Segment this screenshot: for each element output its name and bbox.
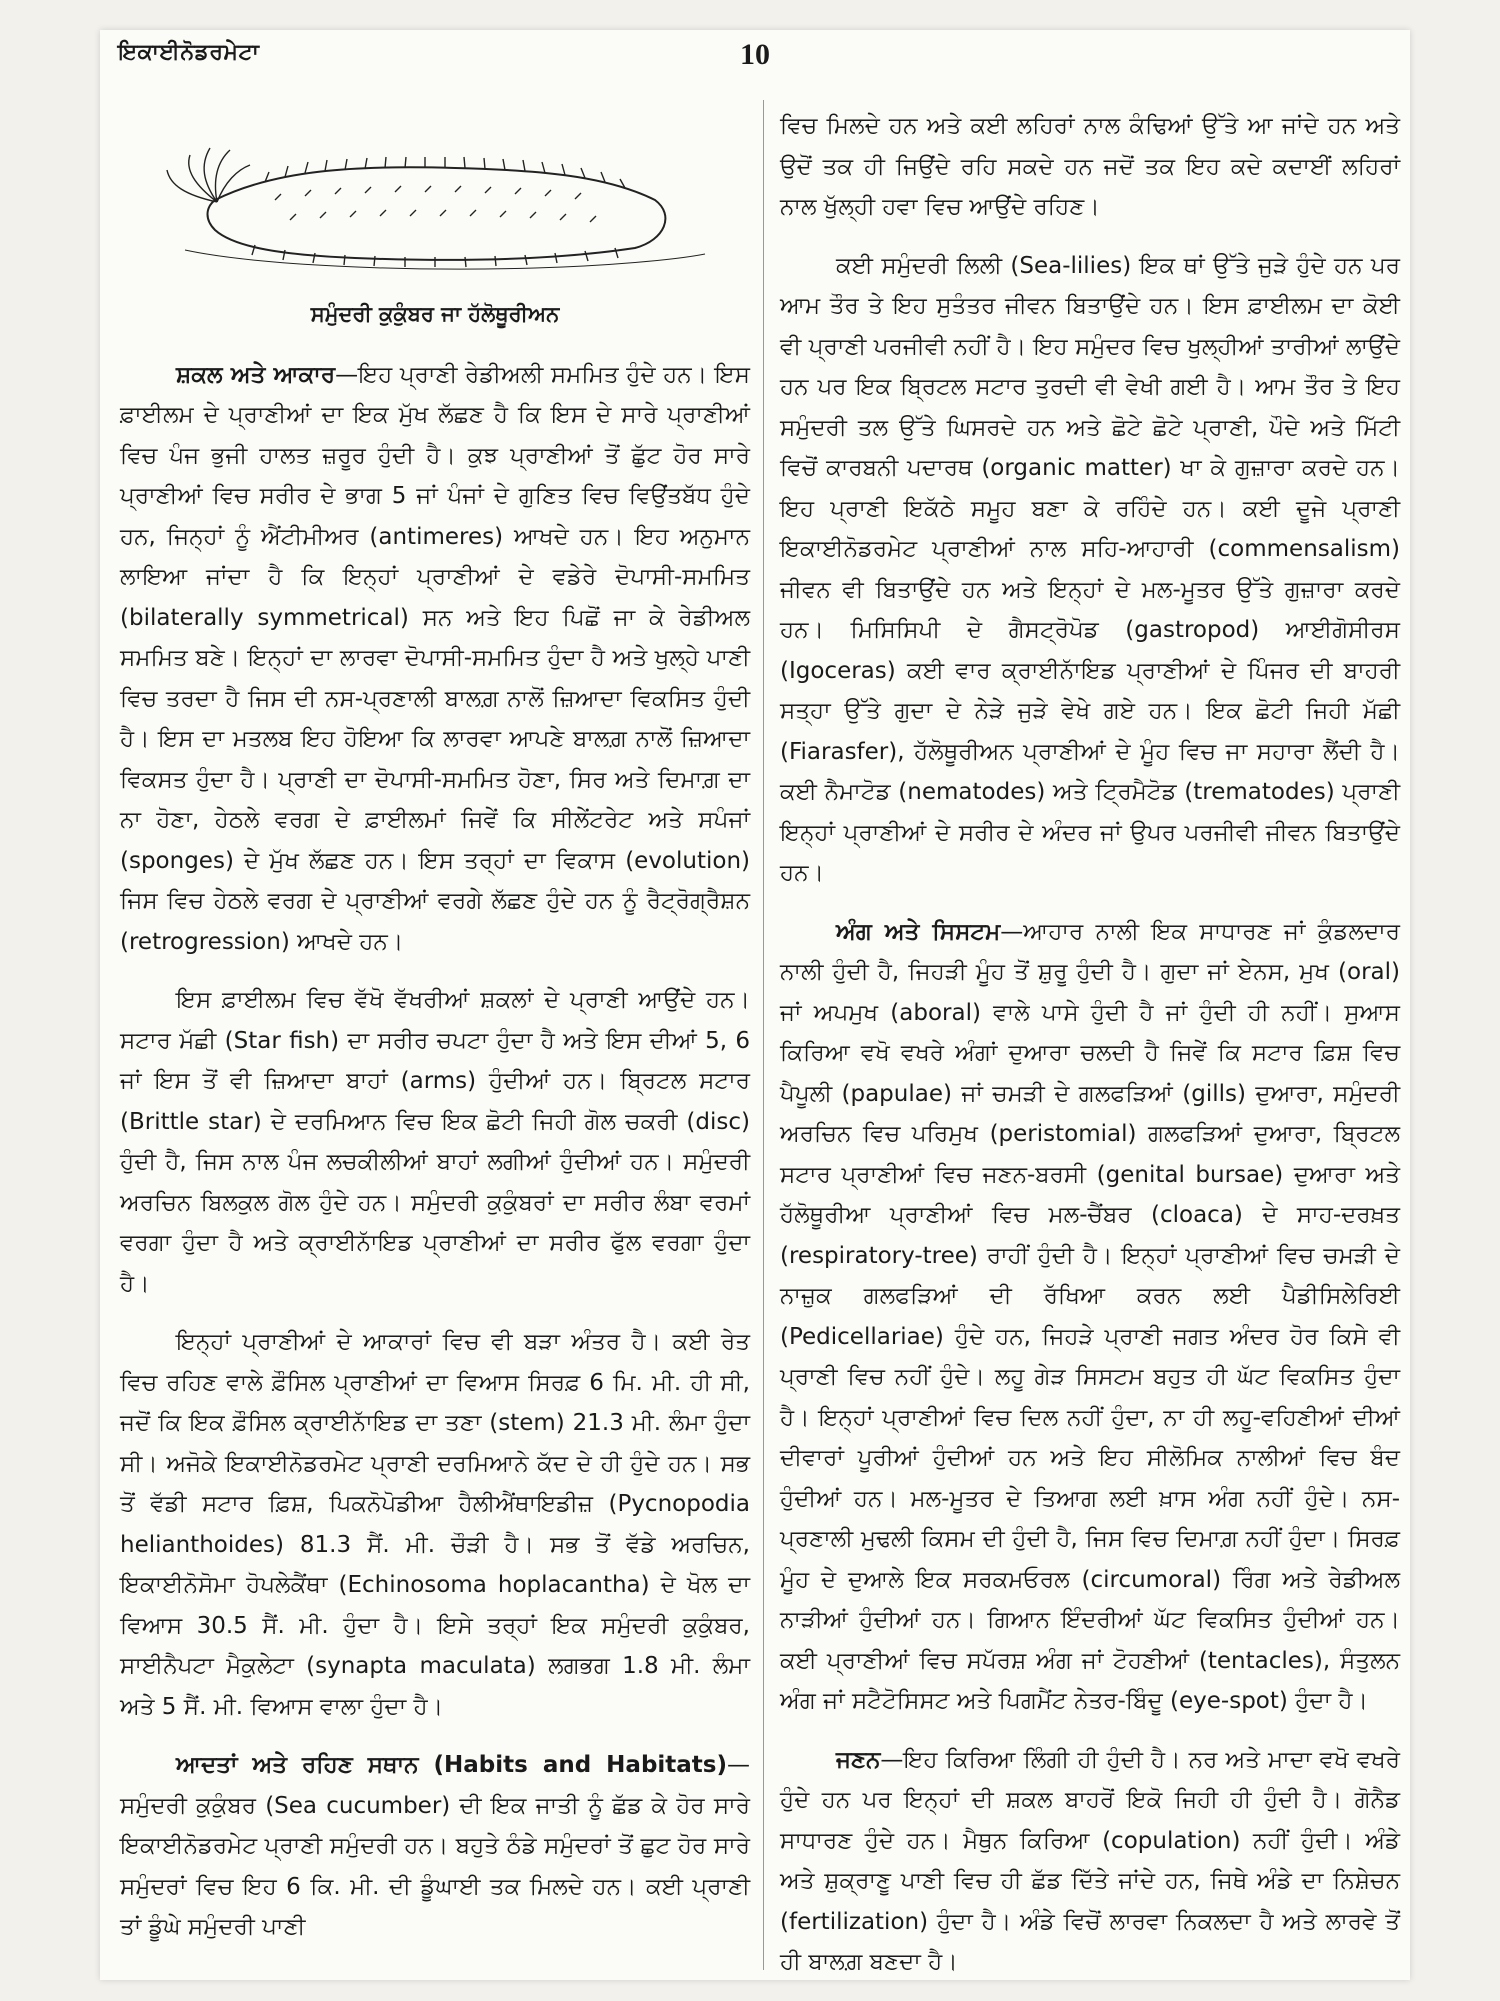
- section-heading-reproduction: ਜਣਨ: [836, 1746, 881, 1773]
- paragraph-text: —ਆਹਾਰ ਨਾਲੀ ਇਕ ਸਾਧਾਰਣ ਜਾਂ ਕੁੰਡਲਦਾਰ ਨਾਲੀ ਹੁੰਦੀ ਹੈ, ਜਿਹੜੀ ਮੂੰਹ ਤੋਂ ਸ਼ੁਰੂ ਹੁੰਦੀ ਹੈ। ਗੁਦਾ ਜਾਂ ਏਨਸ, ਮੁਖ (oral) ਜਾਂ ਅਪਮੁਖ (aboral) ਵਾਲੇ ਪਾਸੇ ਹੁੰਦੀ ਹੈ ਜਾਂ ਹੁੰਦੀ ਹੀ ਨਹੀਂ। ਸੁਆਸ ਕਿਰਿਆ ਵਖੋ ਵਖਰੇ ਅੰਗਾਂ ਦੁਆਰਾ ਚਲਦੀ ਹੈ ਜਿਵੇਂ ਕਿ ਸਟਾਰ ਫ਼ਿਸ਼ ਵਿਚ ਪੈਪੂਲੀ (papulae) ਜਾਂ ਚਮੜੀ ਦੇ ਗਲਫੜਿਆਂ (gills) ਦੁਆਰਾ, ਸਮੁੰਦਰੀ ਅਰਚਿਨ ਵਿਚ ਪਰਿਮੁਖ (peristomial) ਗਲਫੜਿਆਂ ਦੁਆਰਾ, ਬ੍ਰਿਟਲ ਸਟਾਰ ਪ੍ਰਾਣੀਆਂ ਵਿਚ ਜਣਨ-ਬਰਸੀ (genital bursae) ਦੁਆਰਾ ਅਤੇ ਹੱਲੋਥੂਰੀਆ ਪ੍ਰਾਣੀਆਂ ਵਿਚ ਮਲ-ਚੈਂਬਰ (cloaca) ਦੇ ਸਾਹ-ਦਰਖ਼ਤ (respiratory-tree) ਰਾਹੀਂ ਹੁੰਦੀ ਹੈ। ਇਨ੍ਹਾਂ ਪ੍ਰਾਣੀਆਂ ਵਿਚ ਚਮੜੀ ਦੇ ਨਾਜ਼ੁਕ ਗਲਫੜਿਆਂ ਦੀ ਰੱਖਿਆ ਕਰਨ ਲਈ ਪੈਡੀਸਿਲੇਰਿਈ (Pedicellariae) ਹੁੰਦੇ ਹਨ, ਜਿਹੜੇ ਪ੍ਰਾਣੀ ਜਗਤ ਅੰਦਰ ਹੋਰ ਕਿਸੇ ਵੀ ਪ੍ਰਾਣੀ ਵਿਚ ਨਹੀਂ ਹੁੰਦੇ। ਲਹੂ ਗੇੜ ਸਿਸਟਮ ਬਹੁਤ ਹੀ ਘੱਟ ਵਿਕਸਿਤ ਹੁੰਦਾ ਹੈ। ਇਨ੍ਹਾਂ ਪ੍ਰਾਣੀਆਂ ਵਿਚ ਦਿਲ ਨਹੀਂ ਹੁੰਦਾ, ਨਾ ਹੀ ਲਹੂ-ਵਹਿਣੀਆਂ ਦੀਆਂ ਦੀਵਾਰਾਂ ਪੂਰੀਆਂ ਹੁੰਦੀਆਂ ਹਨ ਅਤੇ ਇਹ ਸੀਲੋਮਿਕ ਨਾਲੀਆਂ ਵਿਚ ਬੰਦ ਹੁੰਦੀਆਂ ਹਨ। ਮਲ-ਮੂਤਰ ਦੇ ਤਿਆਗ ਲਈ ਖ਼ਾਸ ਅੰਗ ਨਹੀਂ ਹੁੰਦੇ। ਨਸ-ਪ੍ਰਣਾਲੀ ਮੁਢਲੀ ਕਿਸਮ ਦੀ ਹੁੰਦੀ ਹੈ, ਜਿਸ ਵਿਚ ਦਿਮਾਗ਼ ਨਹੀਂ ਹੁੰਦਾ। ਸਿਰਫ਼ ਮੂੰਹ ਦੇ ਦੁਆਲੇ ਇਕ ਸਰਕਮਓਰਲ (circumoral) ਰਿੰਗ ਅਤੇ ਰੇਡੀਅਲ ਨਾੜੀਆਂ ਹੁੰਦੀਆਂ ਹਨ। ਗਿਆਨ ਇੰਦਰੀਆਂ ਘੱਟ ਵਿਕਸਿਤ ਹੁੰਦੀਆਂ ਹਨ। ਕਈ ਪ੍ਰਾਣੀਆਂ ਵਿਚ ਸਪੱਰਸ਼ ਅੰਗ ਜਾਂ ਟੋਹਣੀਆਂ (tentacles), ਸੰਤੁਲਨ ਅੰਗ ਜਾਂ ਸਟੈਟੋਸਿਸਟ ਅਤੇ ਪਿਗਮੈਂਟ ਨੇਤਰ-ਬਿੰਦੂ (eye-spot) ਹੁੰਦਾ ਹੈ।: [780, 918, 1401, 1714]
- paragraph-habitats-continued: ਵਿਚ ਮਿਲਦੇ ਹਨ ਅਤੇ ਕਈ ਲਹਿਰਾਂ ਨਾਲ ਕੰਢਿਆਂ ਉੱਤੇ ਆ ਜਾਂਦੇ ਹਨ ਅਤੇ ਉਦੋਂ ਤਕ ਹੀ ਜਿਉਂਦੇ ਰਹਿ ਸਕਦੇ ਹਨ ਜਦੋਂ ਤਕ ਇਹ ਕਦੇ ਕਦਾਈਂ ਲਹਿਰਾਂ ਨਾਲ ਖੁੱਲ੍ਹੀ ਹਵਾ ਵਿਚ ਆਉਂਦੇ ਰਹਿਣ।: [780, 113, 1400, 220]
- right-column: [780, 106, 1400, 2001]
- left-column: [120, 110, 750, 1966]
- section-heading-shape-and-size: ਸ਼ਕਲ ਅਤੇ ਆਕਾਰ: [176, 361, 336, 388]
- paragraph-text: —ਸਮੁੰਦਰੀ ਕੁਕੁੰਬਰ (Sea cucumber) ਦੀ ਇਕ ਜਾਤੀ ਨੂੰ ਛੱਡ ਕੇ ਹੋਰ ਸਾਰੇ ਇਕਾਈਨੋਡਰਮੇਟ ਪ੍ਰਾਣੀ ਸਮੁੰਦਰੀ ਹਨ। ਬਹੁਤੇ ਠੰਡੇ ਸਮੁੰਦਰਾਂ ਤੋਂ ਛੁਟ ਹੋਰ ਸਾਰੇ ਸਮੁੰਦਰਾਂ ਵਿਚ ਇਹ 6 ਕਿ. ਮੀ. ਦੀ ਡੂੰਘਾਈ ਤਕ ਮਿਲਦੇ ਹਨ। ਕਈ ਪ੍ਰਾਣੀ ਤਾਂ ਡੂੰਘੇ ਸਮੁੰਦਰੀ ਪਾਣੀ: [120, 1752, 750, 1940]
- sea-cucumber-illustration: [155, 130, 715, 280]
- figure-caption: ਸਮੁੰਦਰੀ ਕੁਕੁੰਬਰ ਜਾ ਹੱਲੋਥੂਰੀਅਨ: [310, 302, 560, 326]
- column-divider: [763, 100, 764, 1970]
- paragraph-body-sizes: ਇਨ੍ਹਾਂ ਪ੍ਰਾਣੀਆਂ ਦੇ ਆਕਾਰਾਂ ਵਿਚ ਵੀ ਬੜਾ ਅੰਤਰ ਹੈ। ਕਈ ਰੇਤ ਵਿਚ ਰਹਿਣ ਵਾਲੇ ਫ਼ੌਸਿਲ ਪ੍ਰਾਣੀਆਂ ਦਾ ਵਿਆਸ ਸਿਰਫ਼ 6 ਮਿ. ਮੀ. ਹੀ ਸੀ, ਜਦੋਂ ਕਿ ਇਕ ਫ਼ੌਸਿਲ ਕ੍ਰਾਈਨਾੱਇਡ ਦਾ ਤਣਾ (stem) 21.3 ਮੀ. ਲੰਮਾ ਹੁੰਦਾ ਸੀ। ਅਜੋਕੇ ਇਕਾਈਨੋਡਰਮੇਟ ਪ੍ਰਾਣੀ ਦਰਮਿਆਨੇ ਕੱਦ ਦੇ ਹੀ ਹੁੰਦੇ ਹਨ। ਸਭ ਤੋਂ ਵੱਡੀ ਸਟਾਰ ਫ਼ਿਸ਼, ਪਿਕਨੋਪੋਡੀਆ ਹੈਲੀਐਂਥਾਇਡੀਜ਼ (Pycnopodia helianthoides) 81.3 ਸੈਂ. ਮੀ. ਚੌੜੀ ਹੈ। ਸਭ ਤੋਂ ਵੱਡੇ ਅਰਚਿਨ, ਇਕਾਈਨੋਸੋਮਾ ਹੋਪਲੇਕੈਂਥਾ (Echinosoma hoplacantha) ਦੇ ਖੋਲ ਦਾ ਵਿਆਸ 30.5 ਸੈਂ. ਮੀ. ਹੁੰਦਾ ਹੈ। ਇਸੇ ਤਰ੍ਹਾਂ ਇਕ ਸਮੁੰਦਰੀ ਕੁਕੁੰਬਰ, ਸਾਈਨੈਪਟਾ ਮੈਕੁਲੇਟਾ (synapta maculata) ਲਗਭਗ 1.8 ਮੀ. ਲੰਮਾ ਅਤੇ 5 ਸੈਂ. ਮੀ. ਵਿਆਸ ਵਾਲਾ ਹੁੰਦਾ ਹੈ।: [120, 1329, 750, 1720]
- section-heading-habits-and-habitats: ਆਦਤਾਂ ਅਤੇ ਰਹਿਣ ਸਥਾਨ (Habits and Habitats): [176, 1752, 727, 1778]
- page-number: 10: [740, 38, 770, 71]
- paragraph-text: —ਇਹ ਕਿਰਿਆ ਲਿੰਗੀ ਹੀ ਹੁੰਦੀ ਹੈ। ਨਰ ਅਤੇ ਮਾਦਾ ਵਖੋ ਵਖਰੇ ਹੁੰਦੇ ਹਨ ਪਰ ਇਨ੍ਹਾਂ ਦੀ ਸ਼ਕਲ ਬਾਹਰੋਂ ਇਕੋ ਜਿਹੀ ਹੀ ਹੁੰਦੀ ਹੈ। ਗੋਨੈਡ ਸਾਧਾਰਣ ਹੁੰਦੇ ਹਨ। ਮੈਥੁਨ ਕਿਰਿਆ (copulation) ਨਹੀਂ ਹੁੰਦੀ। ਅੰਡੇ ਅਤੇ ਸ਼ੁਕ੍ਰਾਣੂ ਪਾਣੀ ਵਿਚ ਹੀ ਛੱਡ ਦਿੱਤੇ ਜਾਂਦੇ ਹਨ, ਜਿਥੇ ਅੰਡੇ ਦਾ ਨਿਸ਼ੇਚਨ (fertilization) ਹੁੰਦਾ ਹੈ। ਅੰਡੇ ਵਿਚੋਂ ਲਾਰਵਾ ਨਿਕਲਦਾ ਹੈ ਅਤੇ ਲਾਰਵੇ ਤੋਂ ਹੀ ਬਾਲਗ਼ ਬਣਦਾ ਹੈ।: [780, 1746, 1400, 1975]
- book-page: [100, 30, 1410, 1980]
- paragraph-organs-and-systems: [780, 912, 1400, 1722]
- paragraph-body-forms: ਇਸ ਫ਼ਾਈਲਮ ਵਿਚ ਵੱਖੋ ਵੱਖਰੀਆਂ ਸ਼ਕਲਾਂ ਦੇ ਪ੍ਰਾਣੀ ਆਉਂਦੇ ਹਨ। ਸਟਾਰ ਮੱਛੀ (Star fish) ਦਾ ਸਰੀਰ ਚਪਟਾ ਹੁੰਦਾ ਹੈ ਅਤੇ ਇਸ ਦੀਆਂ 5, 6 ਜਾਂ ਇਸ ਤੋਂ ਵੀ ਜ਼ਿਆਦਾ ਬਾਹਾਂ (arms) ਹੁੰਦੀਆਂ ਹਨ। ਬ੍ਰਿਟਲ ਸਟਾਰ (Brittle star) ਦੇ ਦਰਮਿਆਨ ਵਿਚ ਇਕ ਛੋਟੀ ਜਿਹੀ ਗੋਲ ਚਕਰੀ (disc) ਹੁੰਦੀ ਹੈ, ਜਿਸ ਨਾਲ ਪੰਜ ਲਚਕੀਲੀਆਂ ਬਾਹਾਂ ਲਗੀਆਂ ਹੁੰਦੀਆਂ ਹਨ। ਸਮੁੰਦਰੀ ਅਰਚਿਨ ਬਿਲਕੁਲ ਗੋਲ ਹੁੰਦੇ ਹਨ। ਸਮੁੰਦਰੀ ਕੁਕੁੰਬਰਾਂ ਦਾ ਸਰੀਰ ਲੰਬਾ ਵਰਮਾਂ ਵਰਗਾ ਹੁੰਦਾ ਹੈ ਅਤੇ ਕ੍ਰਾਈਨਾੱਇਡ ਪ੍ਰਾਣੀਆਂ ਦਾ ਸਰੀਰ ਫੁੱਲ ਵਰਗਾ ਹੁੰਦਾ ਹੈ।: [120, 987, 750, 1297]
- running-title: ਇਕਾਈਨੋਡਰਮੇਟਾ: [118, 40, 260, 65]
- paragraph-shape-and-size: [120, 355, 750, 963]
- paragraph-text: —ਇਹ ਪ੍ਰਾਣੀ ਰੇਡੀਅਲੀ ਸਮਮਿਤ ਹੁੰਦੇ ਹਨ। ਇਸ ਫ਼ਾਈਲਮ ਦੇ ਪ੍ਰਾਣੀਆਂ ਦਾ ਇਕ ਮੁੱਖ ਲੱਛਣ ਹੈ ਕਿ ਇਸ ਦੇ ਸਾਰੇ ਪ੍ਰਾਣੀਆਂ ਵਿਚ ਪੰਜ ਭੁਜੀ ਹਾਲਤ ਜ਼ਰੂਰ ਹੁੰਦੀ ਹੈ। ਕੁਝ ਪ੍ਰਾਣੀਆਂ ਤੋਂ ਛੁੱਟ ਹੋਰ ਸਾਰੇ ਪ੍ਰਾਣੀਆਂ ਵਿਚ ਸਰੀਰ ਦੇ ਭਾਗ 5 ਜਾਂ ਪੰਜਾਂ ਦੇ ਗੁਣਿਤ ਵਿਚ ਵਿਉਂਤਬੱਧ ਹੁੰਦੇ ਹਨ, ਜਿਨ੍ਹਾਂ ਨੂੰ ਐਂਟੀਮੀਅਰ (antimeres) ਆਖਦੇ ਹਨ। ਇਹ ਅਨੁਮਾਨ ਲਾਇਆ ਜਾਂਦਾ ਹੈ ਕਿ ਇਨ੍ਹਾਂ ਪ੍ਰਾਣੀਆਂ ਦੇ ਵਡੇਰੇ ਦੋਪਾਸੀ-ਸਮਮਿਤ (bilaterally symmetrical) ਸਨ ਅਤੇ ਇਹ ਪਿਛੋਂ ਜਾ ਕੇ ਰੇਡੀਅਲ ਸਮਮਿਤ ਬਣੇ। ਇਨ੍ਹਾਂ ਦਾ ਲਾਰਵਾ ਦੋਪਾਸੀ-ਸਮਮਿਤ ਹੁੰਦਾ ਹੈ ਅਤੇ ਖੁਲ੍ਹੇ ਪਾਣੀ ਵਿਚ ਤਰਦਾ ਹੈ ਜਿਸ ਦੀ ਨਸ-ਪ੍ਰਣਾਲੀ ਬਾਲਗ਼ ਨਾਲੋਂ ਜ਼ਿਆਦਾ ਵਿਕਸਿਤ ਹੁੰਦੀ ਹੈ। ਇਸ ਦਾ ਮਤਲਬ ਇਹ ਹੋਇਆ ਕਿ ਲਾਰਵਾ ਆਪਣੇ ਬਾਲਗ਼ ਨਾਲੋਂ ਜ਼ਿਆਦਾ ਵਿਕਸਤ ਹੁੰਦਾ ਹੈ। ਪ੍ਰਾਣੀ ਦਾ ਦੋਪਾਸੀ-ਸਮਮਿਤ ਹੋਣਾ, ਸਿਰ ਅਤੇ ਦਿਮਾਗ਼ ਦਾ ਨਾ ਹੋਣਾ, ਹੇਠਲੇ ਵਰਗ ਦੇ ਫ਼ਾਈਲਮਾਂ ਜਿਵੇਂ ਕਿ ਸੀਲੇਂਟਰੇਟ ਅਤੇ ਸਪੰਜਾਂ (sponges) ਦੇ ਮੁੱਖ ਲੱਛਣ ਹਨ। ਇਸ ਤਰ੍ਹਾਂ ਦਾ ਵਿਕਾਸ (evolution) ਜਿਸ ਵਿਚ ਹੇਠਲੇ ਵਰਗ ਦੇ ਪ੍ਰਾਣੀਆਂ ਵਰਗੇ ਲੱਛਣ ਹੁੰਦੇ ਹਨ ਨੂੰ ਰੈਟ੍ਰੋਗ੍ਰੈਸ਼ਨ (retrogression) ਆਖਦੇ ਹਨ।: [120, 361, 750, 955]
- paragraph-habits-and-habitats: [120, 1745, 750, 1948]
- paragraph-sea-lilies: ਕਈ ਸਮੁੰਦਰੀ ਲਿਲੀ (Sea-lilies) ਇਕ ਥਾਂ ਉੱਤੇ ਜੁੜੇ ਹੁੰਦੇ ਹਨ ਪਰ ਆਮ ਤੌਰ ਤੇ ਇਹ ਸੁਤੰਤਰ ਜੀਵਨ ਬਿਤਾਉਂਦੇ ਹਨ। ਇਸ ਫ਼ਾਈਲਮ ਦਾ ਕੋਈ ਵੀ ਪ੍ਰਾਣੀ ਪਰਜੀਵੀ ਨਹੀਂ ਹੈ। ਇਹ ਸਮੁੰਦਰ ਵਿਚ ਖੁਲ੍ਹੀਆਂ ਤਾਰੀਆਂ ਲਾਉਂਦੇ ਹਨ ਪਰ ਇਕ ਬ੍ਰਿਟਲ ਸਟਾਰ ਤੁਰਦੀ ਵੀ ਵੇਖੀ ਗਈ ਹੈ। ਆਮ ਤੌਰ ਤੇ ਇਹ ਸਮੁੰਦਰੀ ਤਲ ਉੱਤੇ ਘਿਸਰਦੇ ਹਨ ਅਤੇ ਛੋਟੇ ਛੋਟੇ ਪ੍ਰਾਣੀ, ਪੌਦੇ ਅਤੇ ਮਿੱਟੀ ਵਿਚੋਂ ਕਾਰਬਨੀ ਪਦਾਰਥ (organic matter) ਖਾ ਕੇ ਗੁਜ਼ਾਰਾ ਕਰਦੇ ਹਨ। ਇਹ ਪ੍ਰਾਣੀ ਇਕੱਠੇ ਸਮੂਹ ਬਣਾ ਕੇ ਰਹਿੰਦੇ ਹਨ। ਕਈ ਦੂਜੇ ਪ੍ਰਾਣੀ ਇਕਾਈਨੋਡਰਮੇਟ ਪ੍ਰਾਣੀਆਂ ਨਾਲ ਸਹਿ-ਆਹਾਰੀ (commensalism) ਜੀਵਨ ਵੀ ਬਿਤਾਉਂਦੇ ਹਨ ਅਤੇ ਇਨ੍ਹਾਂ ਦੇ ਮਲ-ਮੂਤਰ ਉੱਤੇ ਗੁਜ਼ਾਰਾ ਕਰਦੇ ਹਨ। ਮਿਸਿਸਿਪੀ ਦੇ ਗੈਸਟ੍ਰੋਪੋਡ (gastropod) ਆਈਗੋਸੀਰਸ (Igoceras) ਕਈ ਵਾਰ ਕ੍ਰਾਈਨਾੱਇਡ ਪ੍ਰਾਣੀਆਂ ਦੇ ਪਿੰਜਰ ਦੀ ਬਾਹਰੀ ਸਤ੍ਹਾ ਉੱਤੇ ਗੁਦਾ ਦੇ ਨੇੜੇ ਜੁੜੇ ਵੇਖੇ ਗਏ ਹਨ। ਇਕ ਛੋਟੀ ਜਿਹੀ ਮੱਛੀ (Fiarasfer), ਹੱਲੋਥੂਰੀਅਨ ਪ੍ਰਾਣੀਆਂ ਦੇ ਮੂੰਹ ਵਿਚ ਜਾ ਸਹਾਰਾ ਲੈਂਦੀ ਹੈ। ਕਈ ਨੈਮਾਟੋਡ (nematodes) ਅਤੇ ਟ੍ਰਿਮੈਟੋਡ (trematodes) ਪ੍ਰਾਣੀ ਇਨ੍ਹਾਂ ਪ੍ਰਾਣੀਆਂ ਦੇ ਸਰੀਰ ਦੇ ਅੰਦਰ ਜਾਂ ਉਪਰ ਪਰਜੀਵੀ ਜੀਵਨ ਬਿਤਾਉਂਦੇ ਹਨ।: [780, 252, 1401, 886]
- section-heading-organs-and-systems: ਅੰਗ ਅਤੇ ਸਿਸਟਮ: [836, 918, 1001, 945]
- paragraph-reproduction: [780, 1740, 1400, 1983]
